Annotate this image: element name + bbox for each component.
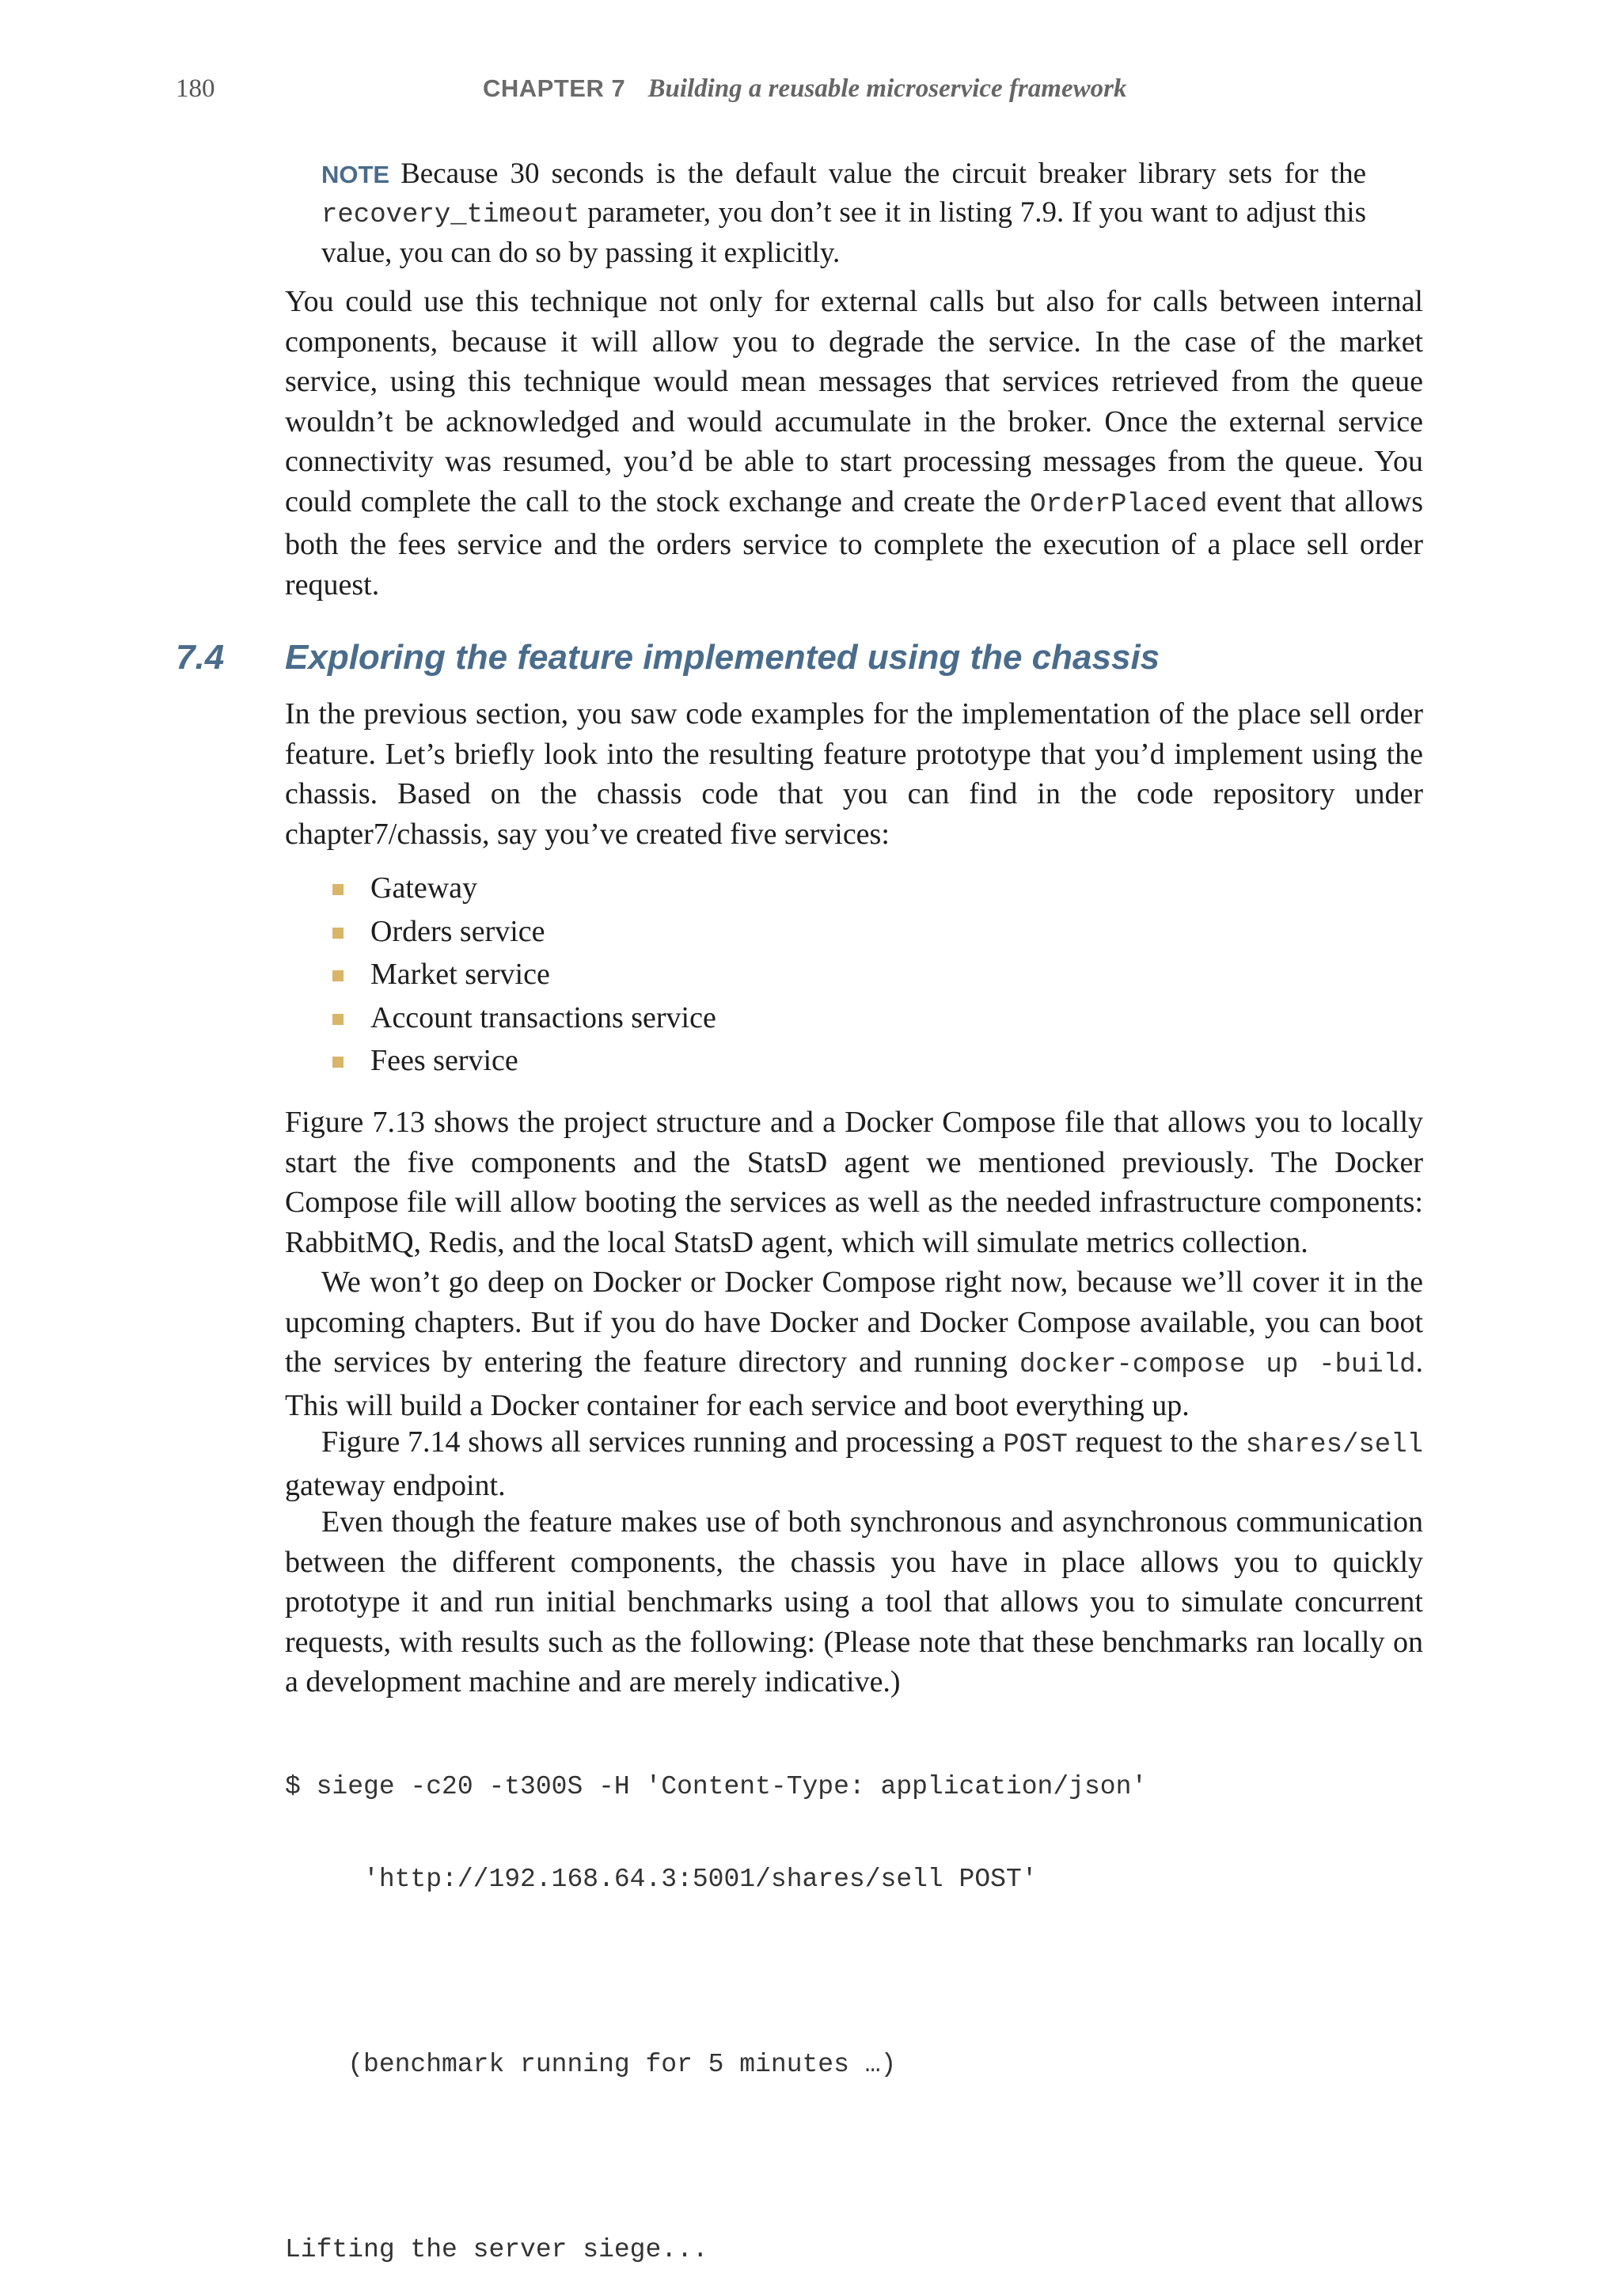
code-line: (benchmark running for 5 minutes …) (285, 2050, 897, 2079)
list-item-label: Fees service (370, 1044, 518, 1077)
note-label: NOTE (321, 161, 390, 188)
list-item-label: Account transactions service (370, 1000, 716, 1034)
chapter-label: CHAPTER 7 (483, 74, 626, 102)
note-code: recovery_timeout (321, 200, 580, 230)
paragraph-figure-7-13: Figure 7.13 shows the project structure and a Docker Compose file that allows you to locally start the five components and the StatsD agent we mentioned previously. The Docker Compose file will allow booting the services as well as the needed infrastructure components: RabbitMQ, Redis, and the local StatsD agent, which will simulate metrics collection. (285, 1106, 1423, 1259)
list-item-label: Gateway (370, 871, 478, 905)
list-item (332, 1039, 716, 1083)
list-item-label: Market service (370, 958, 550, 991)
paragraph-benchmark: Even though the feature makes use of both synchronous and asynchronous communication between the different components, the chassis you have in place allows you to quickly prototype it and run initial benchmarks using a tool that allows you to simulate concurrent requests, with results such as the following: (Please note that these benchmarks ran locally on a development machine and are merely indicative.) (285, 1505, 1423, 1698)
chapter-title: Building a reusable microservice framework (647, 74, 1127, 103)
paragraph-1-text-2: event that allows both the fees service and the orders service to complete the execution of a place sell order request. (285, 484, 1424, 602)
list-item (332, 867, 716, 910)
section-number: 7.4 (176, 638, 225, 677)
paragraph-docker (285, 1262, 1423, 1425)
note-text-2: parameter, you don’t see it in listing 7.9. If you want to adjust this value, you can do so by passing it explicitly. (321, 196, 1366, 269)
bullet-square-icon (332, 1057, 344, 1068)
bullet-square-icon (332, 884, 344, 895)
note-text-1: Because 30 seconds is the default value the circuit breaker library sets for the (401, 157, 1366, 190)
paragraph-1-code: OrderPlaced (1030, 489, 1208, 520)
code-line: 'http://192.168.64.3:5001/shares/sell POST' (285, 1865, 1038, 1894)
bullet-square-icon (332, 1014, 344, 1025)
paragraph-4-text-2: . This will build a Docker container for each service and boot everything up. (285, 1345, 1424, 1422)
services-list (332, 867, 716, 1083)
list-item (332, 953, 716, 996)
bullet-square-icon (332, 970, 344, 981)
code-line: $ siege -c20 -t300S -H 'Content-Type: application/json' (285, 1772, 1148, 1801)
note-box (321, 155, 1366, 272)
list-item (332, 910, 716, 954)
code-line: Lifting the server siege... (285, 2235, 708, 2264)
paragraph-4-text-1: We won’t go deep on Docker or Docker Compose right now, because we’ll cover it in the upcoming chapters. But if you do have Docker and Docker Compose available, you can boot the services by entering the feature directory and running (285, 1266, 1423, 1379)
code-block-siege (285, 1710, 1147, 2296)
paragraph-5-text-2: request to the (1067, 1425, 1246, 1459)
list-item (332, 996, 716, 1040)
paragraph-circuit-breaker (285, 282, 1423, 605)
running-head (483, 74, 1126, 104)
page-number: 180 (176, 74, 215, 103)
paragraph-intro: In the previous section, you saw code examples for the implementation of the place sell order feature. Let’s briefly look into the resulting feature prototype that you’d implement using the chassis. Based on the chassis code that you can find in the code repository under chapter7/chassis, say you’ve created five services: (285, 697, 1423, 851)
paragraph-5-code-1: POST (1003, 1430, 1068, 1460)
paragraph-5-text-3: gateway endpoint. (285, 1468, 506, 1502)
code-line (285, 1956, 1147, 1987)
code-line (285, 2142, 1147, 2173)
paragraph-4-code: docker-compose up -build (1019, 1350, 1416, 1380)
running-header (0, 74, 1621, 114)
bullet-square-icon (332, 928, 344, 939)
paragraph-5-code-2: shares/sell (1245, 1430, 1423, 1460)
section-title: Exploring the feature implemented using the chassis (285, 638, 1160, 677)
paragraph-1-text-1: You could use this technique not only for external calls but also for calls between internal components, because it will allow you to degrade the service. In the case of the market service, using this technique would mean messages that services retrieved from the queue wouldn’t be acknowledged and would accumulate in the broker. Once the external service connectivity was resumed, you’d be able to start processing messages from the queue. You could complete the call to the stock exchange and create the (285, 285, 1423, 518)
list-item-label: Orders service (370, 914, 545, 948)
paragraph-figure-7-14 (285, 1422, 1423, 1505)
paragraph-5-text-1: Figure 7.14 shows all services running and processing a (321, 1425, 1004, 1459)
